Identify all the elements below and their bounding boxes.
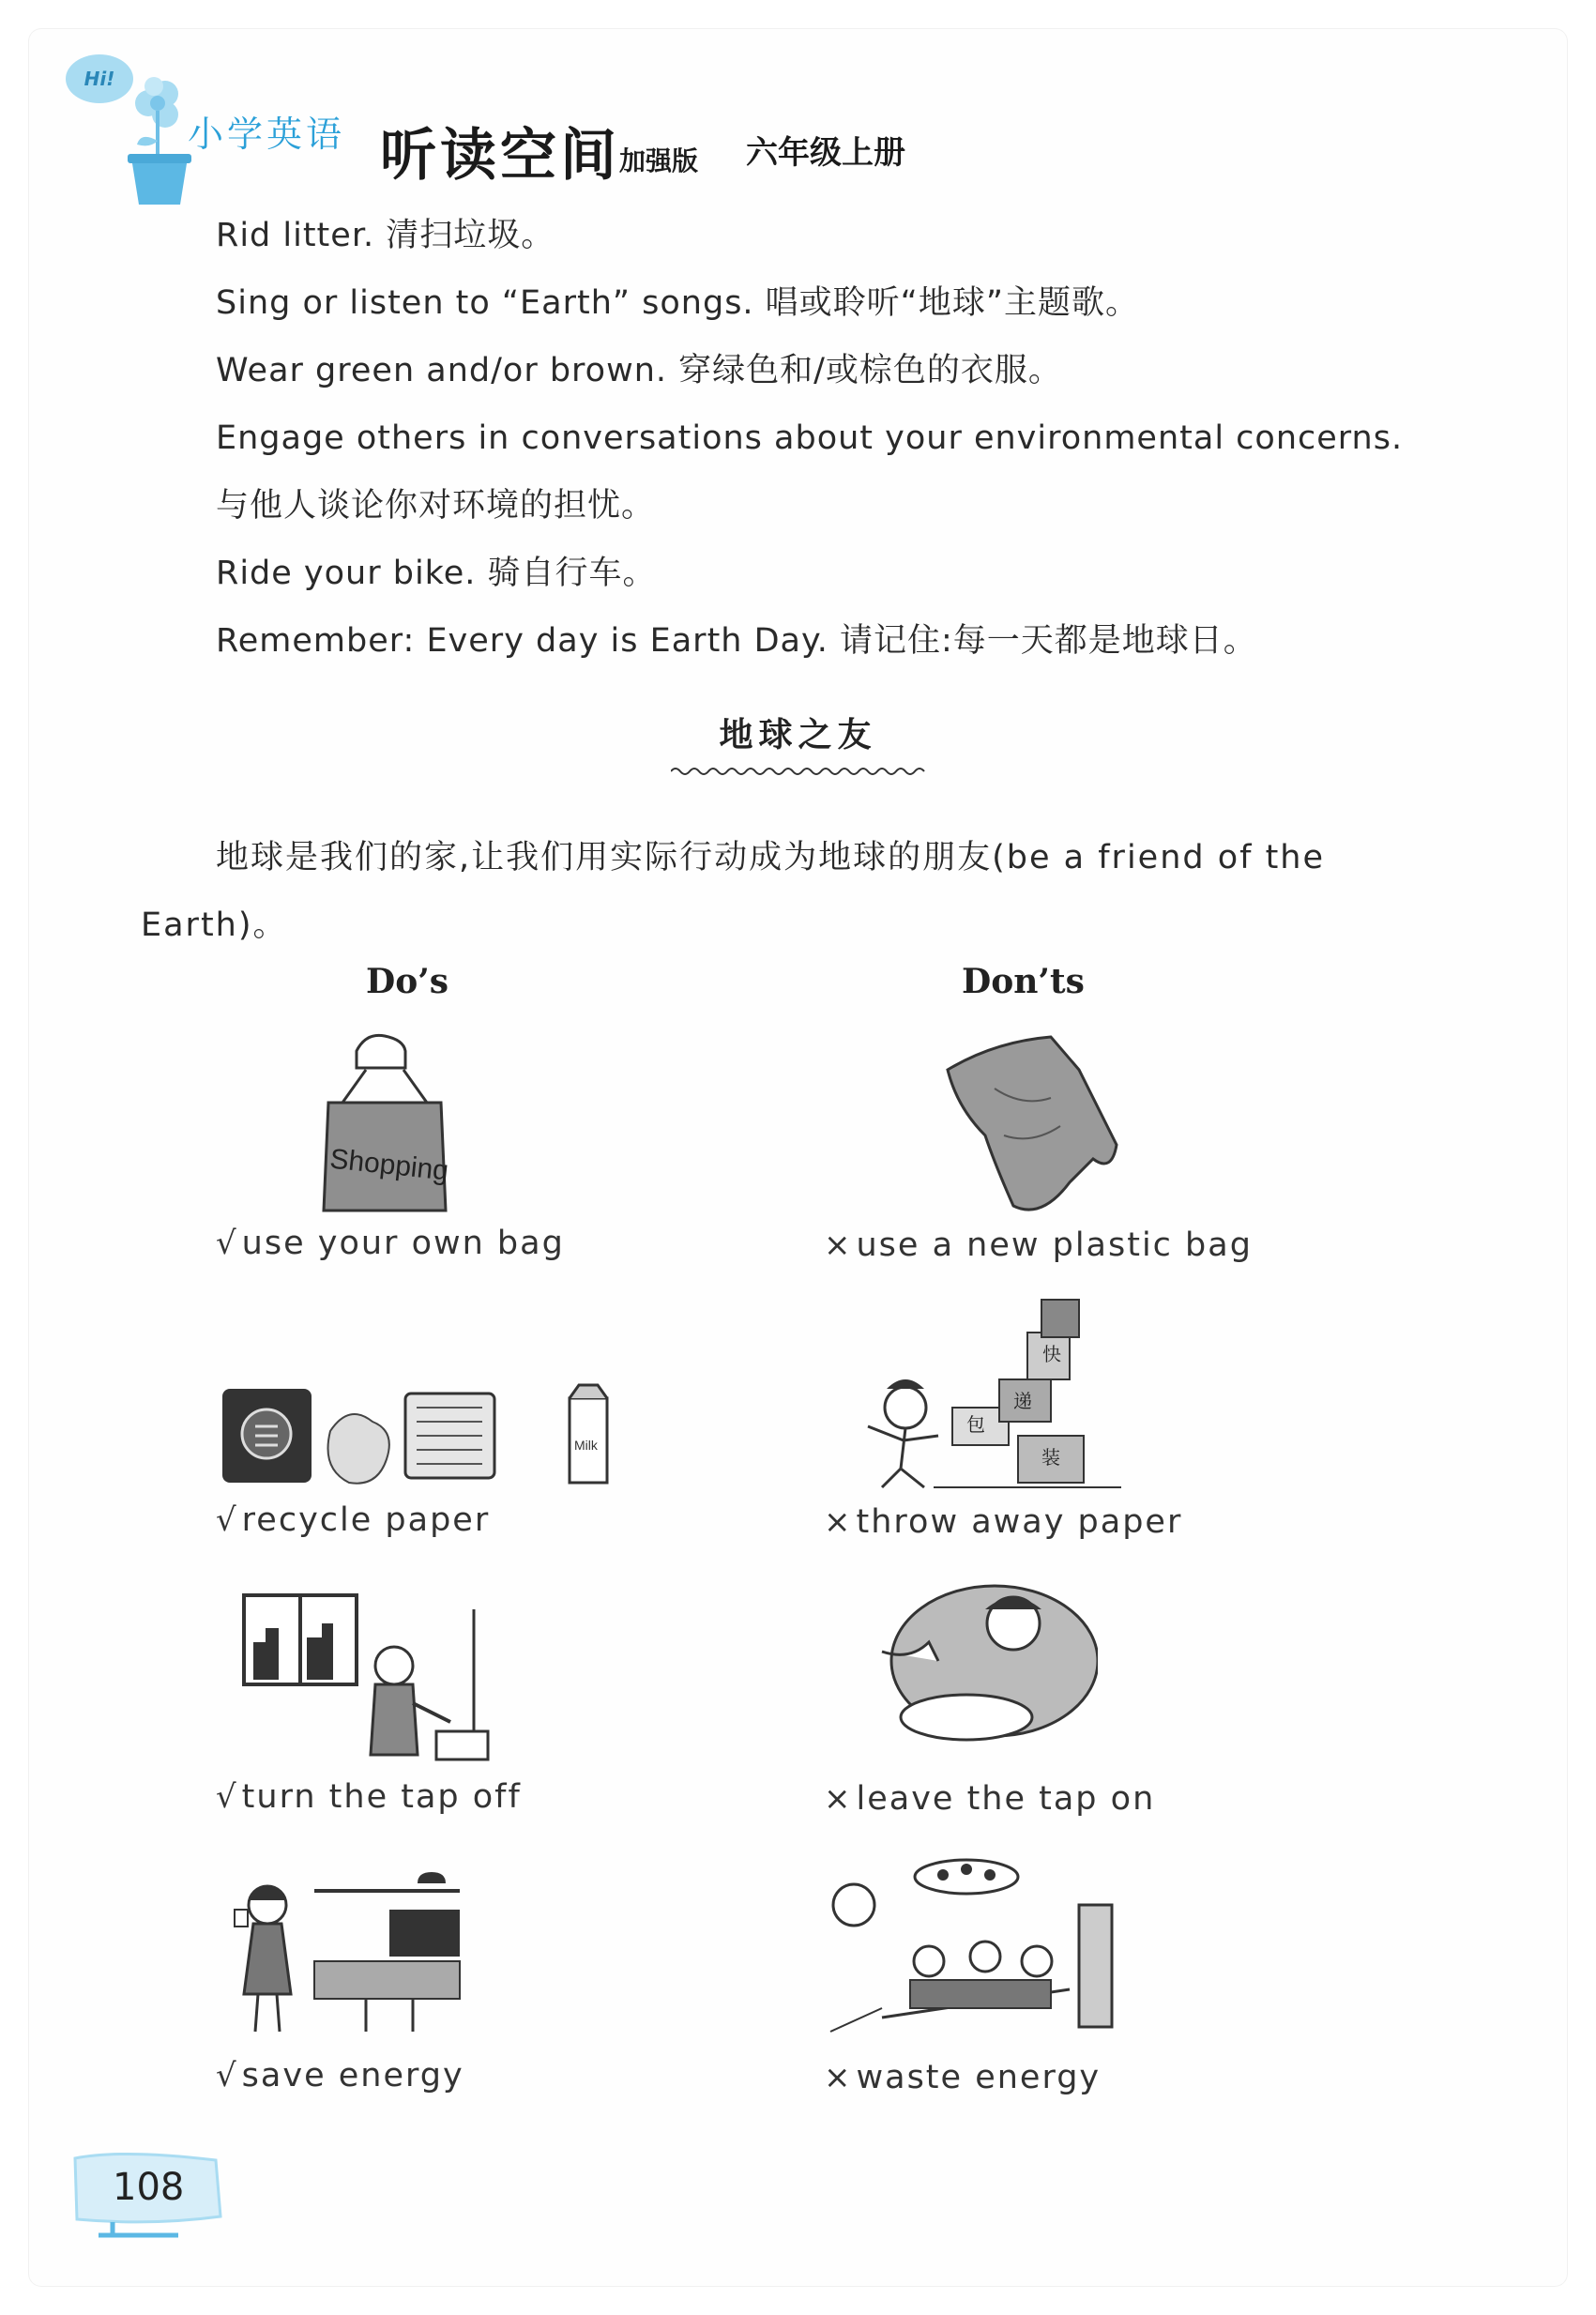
item-label: waste energy [856,2059,1102,2096]
check-mark-icon: √ [216,2057,238,2094]
box-character: 装 [1041,1446,1060,1469]
tip-line: Ride your bike. 骑自行车。 [216,555,657,592]
tip-line: Engage others in conversations about your environmental concerns. [216,419,1404,457]
check-mark-icon: √ [216,1778,238,1816]
do-item-own-bag [216,1225,565,1262]
tip-line: Sing or listen to “Earth” songs. 唱或聆听“地球”主题歌。 [216,284,1139,322]
tip-line: Remember: Every day is Earth Day. 请记住:每一天都是地球日。 [216,622,1257,660]
item-label: recycle paper [241,1501,491,1539]
tips-list [216,202,1482,675]
hi-bubble: Hi! [66,54,133,103]
item-label: save energy [241,2057,464,2094]
item-label: use your own bag [241,1225,565,1262]
do-item-tap-off [216,1778,522,1816]
item-label: throw away paper [856,1503,1183,1541]
dont-item-waste-energy [824,2059,1101,2096]
shopping-bag-text: Shopping [328,1143,450,1187]
book-title: 听读空间 [380,123,620,189]
page-header [56,38,995,197]
throw-away-paper-illustration [849,1295,1131,1492]
milk-carton-text: Milk [574,1438,598,1453]
turn-tap-off-illustration [239,1591,493,1764]
check-mark-icon: √ [216,1501,238,1539]
grade-label: 六年级上册 [746,134,905,172]
dos-heading: Do’s [366,962,449,1001]
do-item-recycle-paper [216,1501,490,1539]
cross-mark-icon: × [824,1503,853,1541]
dont-item-plastic-bag [824,1226,1253,1264]
cross-mark-icon: × [824,2059,853,2096]
series-name: 小学英语 [188,114,346,155]
leave-tap-on-illustration [863,1576,1098,1755]
dont-item-tap-on [824,1780,1155,1818]
cross-mark-icon: × [824,1226,853,1264]
save-energy-illustration [225,1863,469,2036]
recycle-paper-illustration [218,1379,631,1487]
section-intro: 地球是我们的家,让我们用实际行动成为地球的朋友(be a friend of the Earth)。 [141,839,1326,944]
tip-line: 与他人谈论你对环境的担忧。 [216,487,656,525]
donts-heading: Don’ts [962,962,1085,1001]
page-number: 108 [113,2166,185,2209]
title-underline-wave [671,765,929,778]
box-character: 递 [1013,1390,1032,1412]
item-label: turn the tap off [241,1778,522,1816]
edition-label: 加强版 [619,145,699,176]
dont-item-throw-paper [824,1503,1182,1541]
item-label: leave the tap on [856,1780,1156,1818]
waste-energy-illustration [826,1849,1117,2036]
tip-line: Rid litter. 清扫垃圾。 [216,217,555,254]
cross-mark-icon: × [824,1780,853,1818]
item-label: use a new plastic bag [856,1226,1253,1264]
shopping-bag-illustration [314,1032,455,1215]
tip-line: Wear green and/or brown. 穿绿色和/或棕色的衣服。 [216,352,1062,389]
box-character: 包 [966,1413,985,1436]
check-mark-icon: √ [216,1225,238,1262]
do-item-save-energy [216,2057,464,2094]
plastic-bag-illustration [938,1032,1121,1220]
section-title: 地球之友 [719,716,877,754]
box-character: 快 [1042,1343,1061,1365]
